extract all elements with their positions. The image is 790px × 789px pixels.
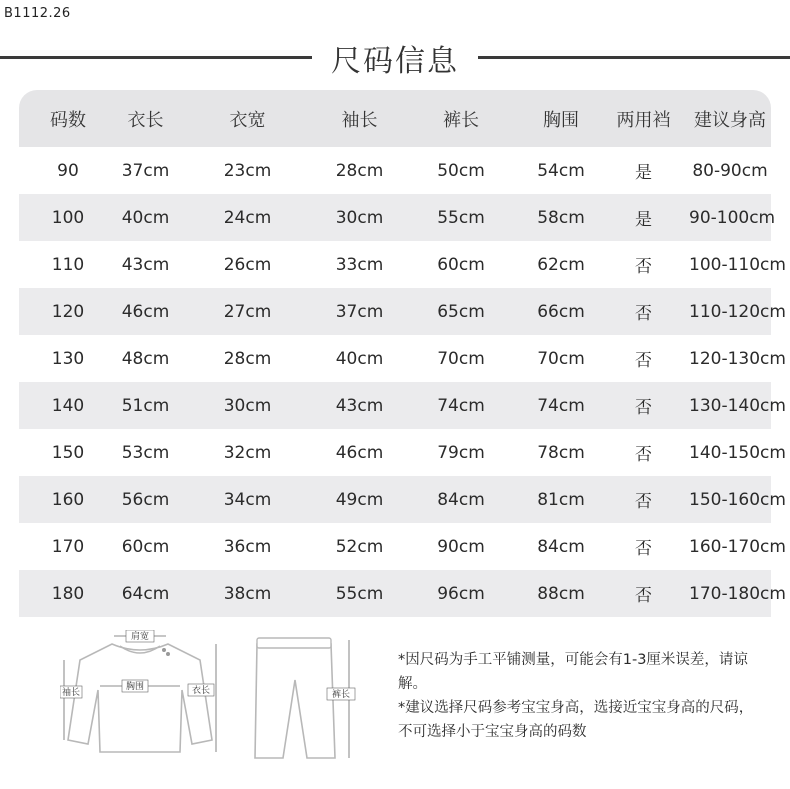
cell-height: 90-100cm — [689, 207, 776, 228]
cell-width: 24cm — [223, 207, 272, 228]
cell-length: 53cm — [121, 442, 170, 463]
cell-sleeve: 30cm — [335, 207, 384, 228]
cell-size: 100 — [51, 207, 85, 228]
cell-size: 180 — [51, 583, 85, 604]
cell-sleeve: 33cm — [335, 254, 384, 275]
cell-width: 23cm — [223, 160, 272, 181]
cell-length: 51cm — [121, 395, 170, 416]
cell-length: 56cm — [121, 489, 170, 510]
cell-chest: 66cm — [537, 301, 585, 322]
table-row — [19, 241, 786, 288]
cell-length: 37cm — [121, 160, 170, 181]
cell-height: 170-180cm — [689, 583, 786, 604]
cell-length: 48cm — [121, 348, 170, 369]
cell-chest: 58cm — [537, 207, 585, 228]
cell-sleeve: 46cm — [335, 442, 384, 463]
sleeve-label: 袖长 — [61, 688, 81, 698]
cell-dual-crotch: 否 — [635, 351, 652, 371]
cell-width: 36cm — [223, 536, 272, 557]
cell-chest: 70cm — [537, 348, 585, 369]
table-row — [19, 147, 771, 194]
cell-height: 160-170cm — [689, 536, 786, 557]
table-row — [19, 476, 786, 523]
header-height: 建议身高 — [694, 109, 766, 131]
cell-size: 140 — [51, 395, 85, 416]
cell-height: 120-130cm — [689, 348, 786, 369]
cell-sleeve: 40cm — [335, 348, 384, 369]
table-row — [19, 382, 786, 429]
cell-chest: 62cm — [537, 254, 585, 275]
cell-sleeve: 43cm — [335, 395, 384, 416]
cell-chest: 84cm — [537, 536, 585, 557]
length-label: 衣长 — [191, 686, 211, 696]
cell-width: 28cm — [223, 348, 272, 369]
pants-length-label: 裤长 — [331, 690, 351, 700]
title-divider-left — [0, 56, 312, 59]
cell-sleeve: 28cm — [335, 160, 384, 181]
cell-length: 40cm — [121, 207, 170, 228]
page-title: 尺码信息 — [331, 44, 459, 79]
cell-chest: 54cm — [537, 160, 585, 181]
header-length: 衣长 — [127, 109, 164, 131]
cell-size: 90 — [57, 160, 79, 181]
title-divider-right — [478, 56, 790, 59]
table-header-row — [19, 90, 771, 147]
cell-pants-length: 50cm — [437, 160, 485, 181]
table-row — [19, 288, 786, 335]
cell-sleeve: 55cm — [335, 583, 384, 604]
size-table — [19, 90, 786, 617]
cell-dual-crotch: 否 — [635, 398, 652, 418]
cell-height: 110-120cm — [689, 301, 786, 322]
cell-size: 130 — [51, 348, 85, 369]
cell-sleeve: 37cm — [335, 301, 384, 322]
shoulder-label: 肩宽 — [130, 632, 150, 642]
table-row — [19, 570, 786, 617]
table-body — [19, 147, 786, 617]
cell-pants-length: 74cm — [437, 395, 485, 416]
shirt-diagram-icon — [60, 630, 220, 760]
cell-length: 43cm — [121, 254, 170, 275]
cell-dual-crotch: 否 — [635, 445, 652, 465]
header-size: 码数 — [50, 109, 86, 131]
cell-dual-crotch: 否 — [635, 492, 652, 512]
cell-dual-crotch: 否 — [635, 257, 652, 277]
cell-pants-length: 65cm — [437, 301, 485, 322]
cell-sleeve: 49cm — [335, 489, 384, 510]
cell-height: 130-140cm — [689, 395, 786, 416]
cell-dual-crotch: 否 — [635, 304, 652, 324]
header-sleeve: 袖长 — [341, 109, 378, 131]
cell-chest: 81cm — [537, 489, 585, 510]
cell-size: 110 — [51, 254, 85, 275]
cell-height: 80-90cm — [692, 160, 768, 181]
header-width: 衣宽 — [229, 109, 266, 131]
cell-size: 160 — [51, 489, 85, 510]
cell-size: 170 — [51, 536, 85, 557]
header-pants-length: 裤长 — [443, 109, 479, 131]
cell-pants-length: 96cm — [437, 583, 485, 604]
cell-size: 120 — [51, 301, 85, 322]
cell-pants-length: 55cm — [437, 207, 485, 228]
cell-length: 46cm — [121, 301, 170, 322]
note-measurement: *因尺码为手工平铺测量，可能会有1-3厘米误差，请谅解。 — [398, 652, 748, 692]
header-dual-crotch: 两用裆 — [616, 109, 671, 131]
cell-dual-crotch: 是 — [635, 210, 652, 230]
cell-height: 100-110cm — [689, 254, 786, 275]
table-row — [19, 429, 786, 476]
cell-width: 26cm — [223, 254, 272, 275]
cell-chest: 74cm — [537, 395, 585, 416]
cell-pants-length: 60cm — [437, 254, 485, 275]
cell-width: 34cm — [223, 489, 272, 510]
cell-height: 140-150cm — [689, 442, 786, 463]
cell-length: 64cm — [121, 583, 170, 604]
table-row — [19, 523, 786, 570]
product-code: B1112.26 — [4, 6, 71, 21]
chest-label: 胸围 — [125, 682, 145, 692]
cell-width: 38cm — [223, 583, 272, 604]
cell-pants-length: 90cm — [437, 536, 485, 557]
cell-length: 60cm — [121, 536, 170, 557]
cell-pants-length: 70cm — [437, 348, 485, 369]
cell-dual-crotch: 否 — [635, 539, 652, 559]
cell-pants-length: 79cm — [437, 442, 485, 463]
cell-chest: 88cm — [537, 583, 585, 604]
table-row — [19, 194, 776, 241]
cell-width: 32cm — [223, 442, 272, 463]
pants-diagram-icon — [245, 630, 365, 765]
note-height-advice: *建议选择尺码参考宝宝身高，选接近宝宝身高的尺码，不可选择小于宝宝身高的码数 — [398, 700, 754, 740]
cell-size: 150 — [51, 442, 85, 463]
cell-pants-length: 84cm — [437, 489, 485, 510]
header-chest: 胸围 — [543, 109, 579, 131]
cell-width: 30cm — [223, 395, 272, 416]
table-row — [19, 335, 786, 382]
cell-sleeve: 52cm — [335, 536, 384, 557]
cell-height: 150-160cm — [689, 489, 786, 510]
cell-dual-crotch: 否 — [635, 586, 652, 606]
cell-width: 27cm — [223, 301, 272, 322]
size-notes — [398, 648, 758, 744]
cell-chest: 78cm — [537, 442, 585, 463]
cell-dual-crotch: 是 — [635, 163, 652, 183]
